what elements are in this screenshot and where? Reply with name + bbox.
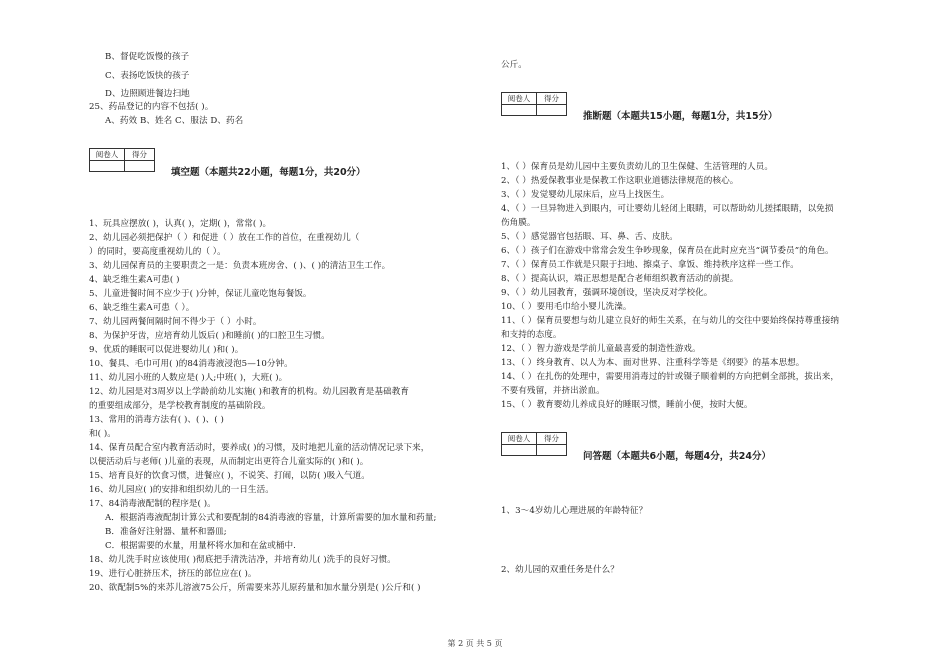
list-item: 伤角膜。: [501, 218, 536, 228]
list-item: 2、（ ）热爱保教事业是保教工作这职业道德法律规范的核心。: [501, 176, 739, 186]
list-item: 13、常用的消毒方法有( )、( )、( ): [89, 415, 224, 425]
list-item: C．根据需要的水量，用量杯将水加和在盆或桶中.: [105, 541, 296, 551]
option-line: C、表扬吃饭快的孩子: [105, 71, 190, 81]
list-item: 10、（ ）要用毛巾给小婴儿洗澡。: [501, 302, 632, 312]
option-line: D、边照顾进餐边扫地: [105, 89, 190, 99]
list-item: 12、幼儿园是对3周岁以上学龄前幼儿实施( )和教育的机构。幼儿园教育是基础教育: [89, 387, 410, 397]
list-item: 16、幼儿园应( )的安排和组织幼儿的一日生活。: [89, 485, 274, 495]
score-box: [501, 92, 567, 116]
list-item: 6、缺乏维生素A可患（ ）。: [89, 303, 195, 313]
list-item: 17、84消毒液配制的程序是( )。: [89, 499, 216, 509]
list-item: 19、进行心脏挤压术，挤压的部位应在( )。: [89, 569, 257, 579]
list-item: 9、（ ）幼儿园教育，强调环境创设，坚决反对学校化。: [501, 288, 713, 298]
section-title-qa: 问答题（本题共6小题，每题4分，共24分）: [583, 451, 771, 462]
list-item: 10、餐具、毛巾可用( )的84消毒液浸泡5—10分钟。: [89, 359, 293, 369]
list-item: 3、幼儿园保育员的主要职责之一是：负责本班房舍、( )、( )的清洁卫生工作。: [89, 261, 391, 271]
list-item: A．根据消毒液配制计算公式和要配制的84消毒液的容量，计算所需要的加水量和药量;: [105, 513, 437, 523]
list-item: 和( )。: [89, 429, 116, 439]
list-item: 以便活动后与老师( )儿童的表现，从而制定出更符合儿童实际的( )和( )。: [89, 457, 369, 467]
list-item: 5、（ ）感觉器官包括眼、耳、鼻、舌、皮肤。: [501, 232, 678, 242]
list-item: B．准备好注射器、量杯和器皿;: [105, 527, 227, 537]
list-item: 5、儿童进餐时间不应少于( )分钟，保证儿童吃饱每餐饭。: [89, 289, 312, 299]
list-item: 4、缺乏维生素A可患( ): [89, 275, 180, 285]
score-label: 得分: [544, 434, 559, 443]
list-item: 14、（ ）在扎伤的处理中，需要用消毒过的针或镊子顺着刺的方向把刺全部挑，拔出来，: [501, 372, 839, 382]
list-item: 13、（ ）终身教育、以人为本、面对世界、注重科学等是《纲要》的基本思想。: [501, 358, 805, 368]
section-title-fill-in: 填空题（本题共22小题，每题1分，共20分）: [171, 167, 366, 178]
list-item: 7、（ ）保育员工作就是只限于扫地、擦桌子、拿饭、维持秩序这样一些工作。: [501, 260, 799, 270]
option-line: B、督促吃饭慢的孩子: [105, 52, 190, 62]
list-item: 8、为保护牙齿，应培育幼儿饭后( )和睡前( )的口腔卫生习惯。: [89, 331, 330, 341]
list-item: 3、（ ）发觉婴幼儿尿床后，应马上找医生。: [501, 190, 670, 200]
grader-label: 阅卷人: [502, 433, 537, 444]
list-item: 11、（ ）保育员要想与幼儿建立良好的师生关系，在与幼儿的交往中要始终保持尊重接纳: [501, 316, 839, 326]
list-item: 18、幼儿洗手时应该使用( )彻底把手清洗洁净，并培育幼儿( )洗手的良好习惯。: [89, 555, 396, 565]
score-box: [501, 432, 567, 456]
list-item: 1、（ ）保育员是幼儿园中主要负责幼儿的卫生保健、生活管理的人员。: [501, 162, 773, 172]
list-item: 2、幼儿园的双重任务是什么？: [501, 565, 619, 575]
list-item: 1、3～4岁幼儿心理进展的年龄特征？: [501, 506, 648, 516]
list-item: 11、幼儿园小班的人数应是( )人;中班( )，大班( )。: [89, 373, 288, 383]
list-item: 和支持的态度。: [501, 330, 562, 340]
list-item: ）的同时，要高度重视幼儿的（ ）。: [89, 247, 226, 257]
list-item: 14、保育员配合室内教育活动时，要养成( )的习惯，及时地把儿童的活动情况记录下来，: [89, 443, 430, 453]
list-item: 4、（ ）一旦异物进入到眼内，可让婴幼儿轻闭上眼睛，可以帮助幼儿搓揉眼睛，以免损: [501, 204, 834, 214]
grader-label: 阅卷人: [502, 93, 537, 104]
list-item: 15、培育良好的饮食习惯，进餐应( )，不说笑、打闹，以防( )吸入气道。: [89, 471, 370, 481]
list-item: 不要有残留，并挤出淤血。: [501, 386, 605, 396]
grader-label: 阅卷人: [90, 149, 125, 160]
question-line: 25、药品登记的内容不包括( )。: [89, 102, 214, 112]
page-footer: 第 2 页 共 5 页: [447, 639, 503, 648]
score-label: 得分: [132, 150, 147, 159]
score-box: [89, 148, 155, 172]
list-item: 2、幼儿园必须把保护（ ）和促进（ ）放在工作的首位，在重视幼儿（: [89, 233, 360, 243]
list-item: 15、（ ）教育婴幼儿养成良好的睡眠习惯，睡前小便，按时大便。: [501, 400, 753, 410]
list-item: 6、（ ）孩子们在游戏中常常会发生争吵现象，保育员在此时应充当“调节委员”的角色。: [501, 246, 834, 256]
continuation-line: 公斤。: [501, 60, 527, 70]
list-item: 12、（ ）智力游戏是学前儿童最喜爱的制造性游戏。: [501, 344, 701, 354]
list-item: 8、（ ）提高认识，端正思想是配合老师组织教育活动的前提。: [501, 274, 739, 284]
list-item: 1、玩具应摆放( )，认真( )，定期( )，常常( )。: [89, 219, 272, 229]
section-title-judgment: 推断题（本题共15小题，每题1分，共15分）: [583, 111, 778, 122]
list-item: 9、优质的睡眠可以促进婴幼儿( )和( )。: [89, 345, 244, 355]
score-label: 得分: [544, 94, 559, 103]
list-item: 20、欲配制5%的来苏儿溶液75公斤，所需要来苏儿原药量和加水量分别是( )公斤和( ): [89, 583, 421, 593]
list-item: 7、幼儿园两餐间隔时间不得少于（ ）小时。: [89, 317, 262, 327]
option-line: A、药效 B、姓名 C、服法 D、药名: [105, 116, 244, 126]
list-item: 的重要组成部分，是学校教育制度的基础阶段。: [89, 401, 271, 411]
